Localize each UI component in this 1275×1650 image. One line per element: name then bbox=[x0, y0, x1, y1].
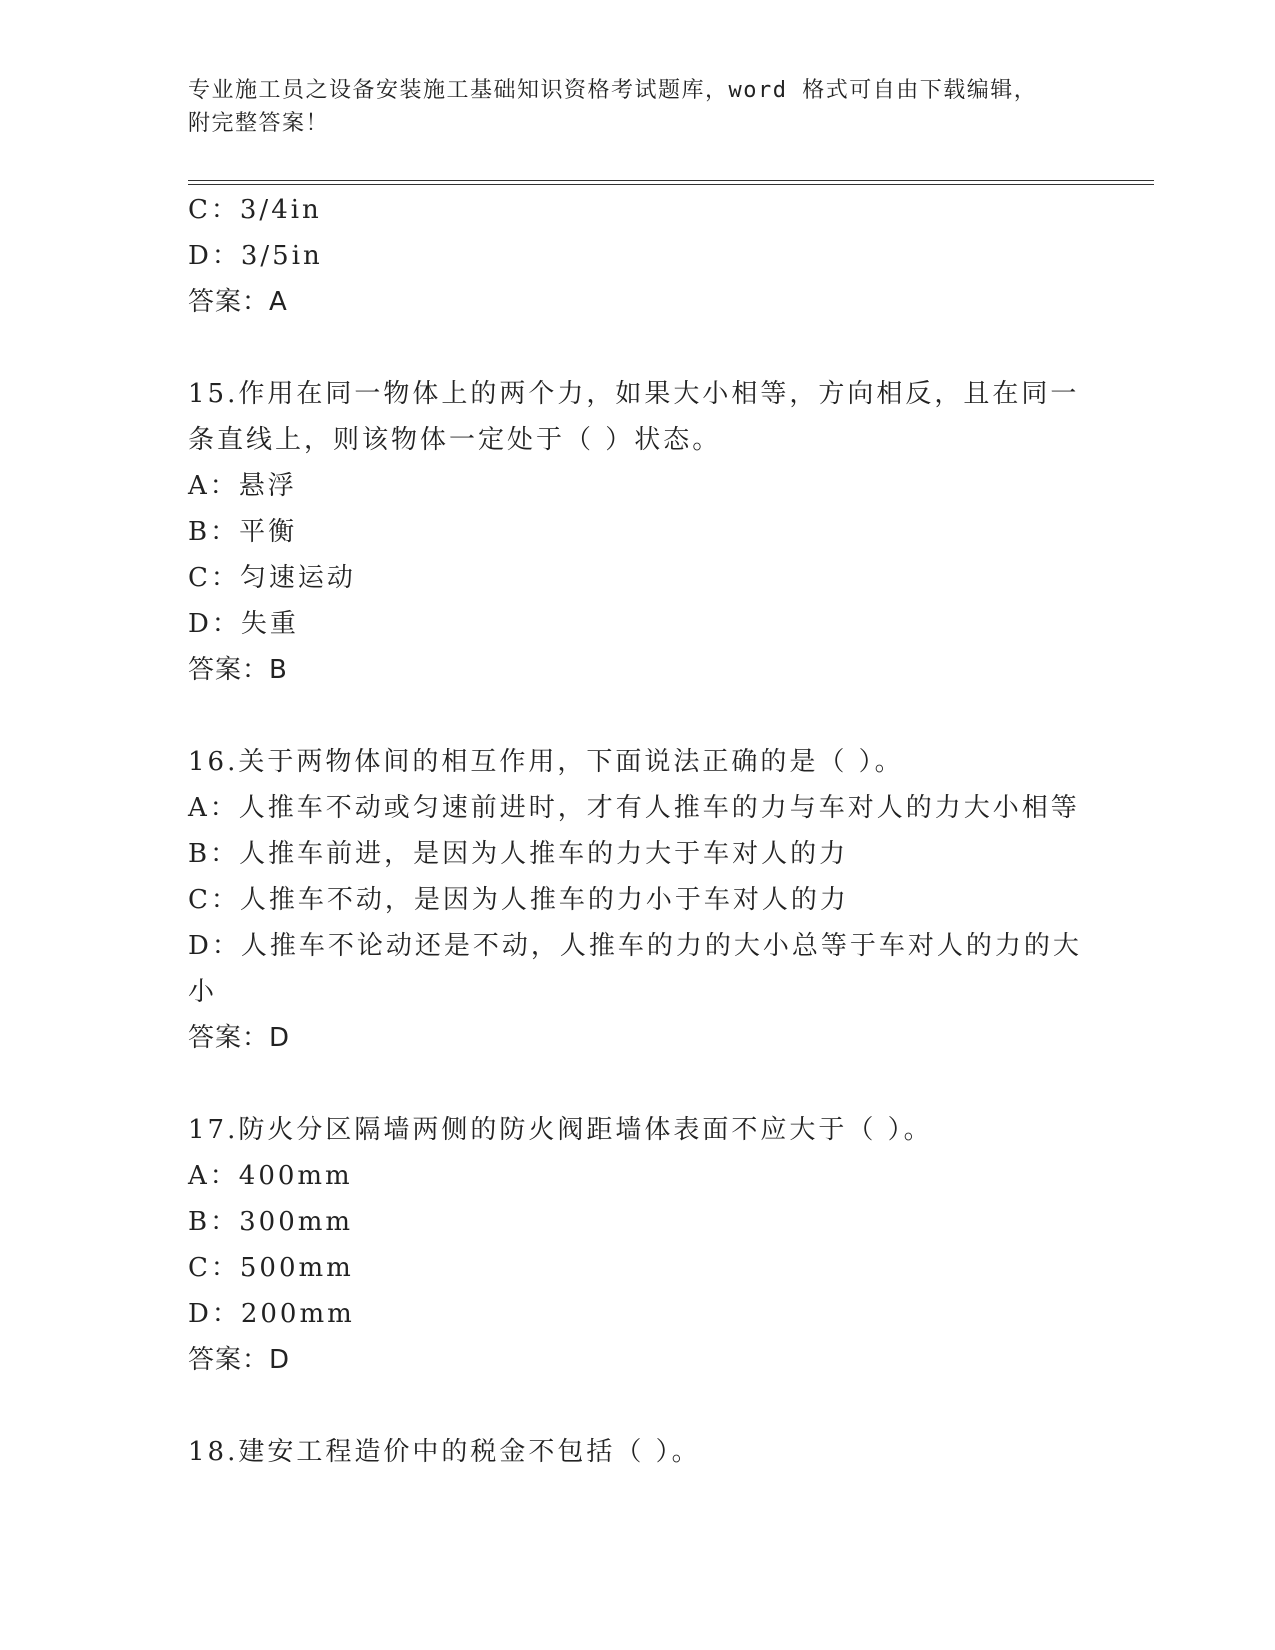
answer-line: 答案：B bbox=[188, 655, 288, 685]
question-line: A：人推车不动或匀速前进时，才有人推车的力与车对人的力大小相等 bbox=[188, 793, 1080, 823]
question-line: D：3/5in bbox=[188, 241, 323, 271]
question-line: 18.建安工程造价中的税金不包括（ ）。 bbox=[188, 1437, 701, 1467]
question-line: 16.关于两物体间的相互作用，下面说法正确的是（ ）。 bbox=[188, 747, 904, 777]
question-line: B：平衡 bbox=[188, 517, 298, 547]
question-line: C：匀速运动 bbox=[188, 563, 356, 593]
question-line: B：人推车前进，是因为人推车的力大于车对人的力 bbox=[188, 839, 849, 869]
document-header bbox=[188, 74, 1088, 140]
question-line: A：悬浮 bbox=[188, 471, 297, 501]
question-line: C：3/4in bbox=[188, 195, 322, 225]
question-line: D：人推车不论动还是不动，人推车的力的大小总等于车对人的力的大 bbox=[188, 931, 1082, 961]
question-line: D：200mm bbox=[188, 1299, 355, 1329]
header-line-2: 附完整答案！ bbox=[188, 111, 330, 136]
question-line: 17.防火分区隔墙两侧的防火阀距墙体表面不应大于（ ）。 bbox=[188, 1115, 933, 1145]
question-line: C：人推车不动，是因为人推车的力小于车对人的力 bbox=[188, 885, 849, 915]
question-line: B：300mm bbox=[188, 1207, 354, 1237]
answer-line: 答案：D bbox=[188, 1023, 291, 1053]
question-line: 小 bbox=[188, 977, 218, 1007]
question-line: 条直线上，则该物体一定处于（ ）状态。 bbox=[188, 425, 722, 455]
header-divider-bottom bbox=[188, 184, 1154, 185]
question-line: D：失重 bbox=[188, 609, 299, 639]
question-line: A：400mm bbox=[188, 1161, 353, 1191]
question-line: C：500mm bbox=[188, 1253, 354, 1283]
header-divider-top bbox=[188, 180, 1154, 181]
header-line-1: 专业施工员之设备安装施工基础知识资格考试题库，word 格式可自由下载编辑， bbox=[188, 78, 1038, 103]
question-line: 15.作用在同一物体上的两个力，如果大小相等，方向相反，且在同一 bbox=[188, 379, 1080, 409]
answer-line: 答案：A bbox=[188, 287, 288, 317]
answer-line: 答案：D bbox=[188, 1345, 291, 1375]
